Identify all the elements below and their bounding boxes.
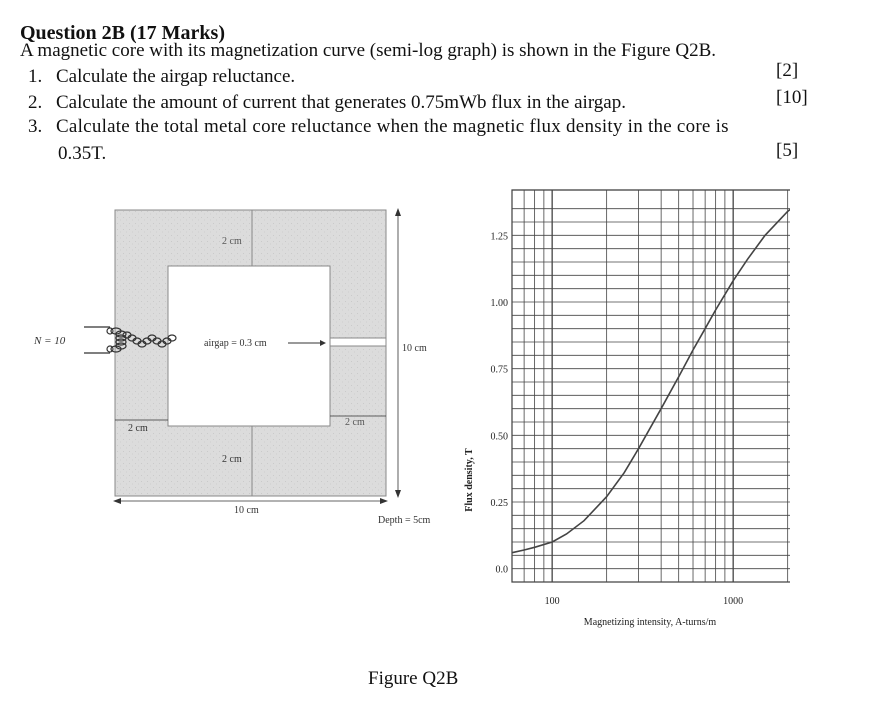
turns-label: N = 10 bbox=[34, 335, 66, 347]
item-2-marks: [10] bbox=[776, 87, 808, 108]
y-tick-label: 0.50 bbox=[490, 431, 508, 443]
question-item-2 bbox=[28, 92, 626, 114]
y-tick-label: 0.0 bbox=[495, 564, 508, 576]
top-limb-dim: 2 cm bbox=[222, 236, 242, 247]
x-axis-label: Magnetizing intensity, A-turns/m bbox=[583, 617, 717, 628]
x-tick-label: 1000 bbox=[723, 596, 744, 607]
y-tick-label: 0.25 bbox=[490, 498, 508, 509]
left-limb-dim: 2 cm bbox=[128, 423, 148, 434]
question-title: Question 2B (17 Marks) bbox=[20, 22, 225, 44]
bottom-limb-dim: 2 cm bbox=[222, 454, 242, 465]
x-tick-label: 100 bbox=[544, 596, 560, 607]
width-dim: 10 cm bbox=[234, 505, 259, 516]
y-tick-label: 0.75 bbox=[490, 364, 508, 376]
magnetization-chart bbox=[450, 180, 790, 630]
item-3-marks: [5] bbox=[776, 140, 799, 161]
magnetic-core bbox=[115, 210, 386, 496]
item-text: Calculate the total metal core reluctance when the magnetic flux density in the core is bbox=[56, 116, 729, 137]
item-1-marks: [2] bbox=[776, 60, 799, 81]
height-dim: 10 cm bbox=[402, 343, 427, 354]
item-3-continuation: 0.35T. bbox=[58, 143, 107, 164]
core-diagram bbox=[20, 198, 480, 528]
item-text: Calculate the airgap reluctance. bbox=[56, 66, 296, 87]
right-limb-dim: 2 cm bbox=[345, 417, 365, 428]
y-tick-label: 1.25 bbox=[490, 231, 508, 243]
figure-caption: Figure Q2B bbox=[368, 668, 459, 689]
question-intro: A magnetic core with its magnetization curve (semi-log graph) is shown in the Figure Q2B. bbox=[20, 40, 716, 61]
item-number: 3. bbox=[28, 116, 43, 137]
depth-label: Depth = 5cm bbox=[378, 515, 431, 526]
y-tick-label: 1.00 bbox=[490, 298, 508, 309]
item-text: Calculate the amount of current that generates 0.75mWb flux in the airgap. bbox=[56, 92, 626, 113]
question-item-3 bbox=[28, 116, 729, 138]
item-number: 1. bbox=[28, 66, 43, 87]
item-number: 2. bbox=[28, 92, 43, 113]
airgap-label: airgap = 0.3 cm bbox=[204, 338, 267, 349]
y-axis-label: Flux density, T bbox=[464, 448, 475, 512]
bh-curve bbox=[512, 201, 790, 553]
question-item-1 bbox=[28, 66, 295, 88]
